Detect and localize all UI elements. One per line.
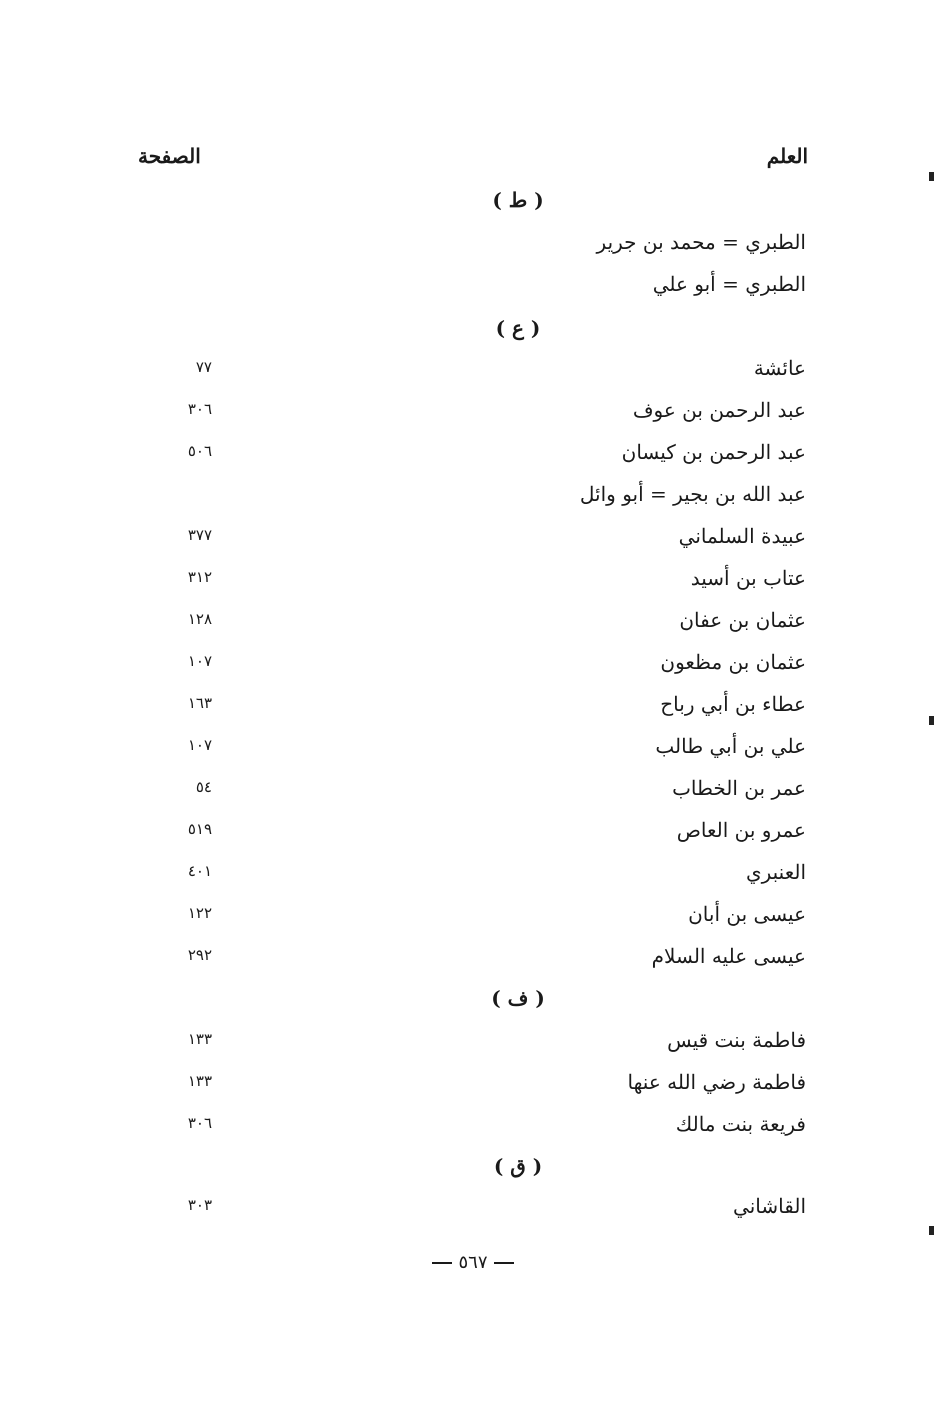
entry-name: عبد الله بن بجير = أبو وائل xyxy=(579,482,806,506)
entry-name: القاشاني xyxy=(733,1194,806,1218)
entry-page: ٧٧ xyxy=(195,358,212,376)
entry-page: ٣٠٦ xyxy=(187,1114,212,1132)
scan-edge-mark xyxy=(929,1226,934,1235)
entry-name: علي بن أبي طالب xyxy=(655,734,806,758)
index-entry xyxy=(0,860,936,890)
index-entry xyxy=(0,398,936,428)
entry-name: فاطمة رضي الله عنها xyxy=(627,1070,806,1094)
index-entry xyxy=(0,272,936,302)
entry-name: عبيدة السلماني xyxy=(678,524,806,548)
entry-page: ٥١٩ xyxy=(187,820,212,838)
index-entry xyxy=(0,230,936,260)
entry-page: ٣٧٧ xyxy=(187,526,212,544)
entry-name: عيسى عليه السلام xyxy=(651,944,806,968)
entry-page: ٥٤ xyxy=(195,778,212,796)
index-entry xyxy=(0,440,936,470)
index-entry xyxy=(0,734,936,764)
entry-name: عتاب بن أسيد xyxy=(690,566,806,590)
entry-name: فاطمة بنت قيس xyxy=(667,1028,806,1052)
page-number: ٥٦٧ xyxy=(458,1252,488,1273)
entry-name: عبد الرحمن بن كيسان xyxy=(621,440,806,464)
entry-page: ١٠٧ xyxy=(187,736,212,754)
name-column-header: العلم xyxy=(766,144,808,168)
scan-edge-mark xyxy=(929,716,934,725)
page-column-header: الصفحة xyxy=(138,144,201,168)
entry-name: فريعة بنت مالك xyxy=(675,1112,806,1136)
entry-name: عمر بن الخطاب xyxy=(672,776,806,800)
index-entry xyxy=(0,1070,936,1100)
footer-dash-right xyxy=(494,1262,514,1264)
entry-name: عيسى بن أبان xyxy=(688,902,806,926)
index-entry xyxy=(0,944,936,974)
entry-name: عمرو بن العاص xyxy=(676,818,806,842)
entry-page: ١٣٣ xyxy=(187,1072,212,1090)
entry-page: ٤٠١ xyxy=(187,862,212,880)
entry-page: ٥٠٦ xyxy=(187,442,212,460)
page-number-footer xyxy=(418,1252,528,1273)
index-entry xyxy=(0,692,936,722)
entry-name: عبد الرحمن بن عوف xyxy=(632,398,806,422)
entry-page: ٣١٢ xyxy=(187,568,212,586)
index-entry xyxy=(0,650,936,680)
entry-page: ١٠٧ xyxy=(187,652,212,670)
entry-page: ٣٠٣ xyxy=(187,1196,212,1214)
entry-name: عائشة xyxy=(753,356,806,380)
entry-page: ١٦٣ xyxy=(187,694,212,712)
entry-name: عثمان بن عفان xyxy=(679,608,806,632)
entry-page: ٢٩٢ xyxy=(187,946,212,964)
section-heading-qaf: ( ق ) xyxy=(493,1154,543,1178)
entry-page: ٣٠٦ xyxy=(187,400,212,418)
entry-name: العنبري xyxy=(745,860,806,884)
entry-name: الطبري = محمد بن جرير xyxy=(596,230,806,254)
section-heading-ain: ( ع ) xyxy=(495,316,541,340)
index-entry xyxy=(0,356,936,386)
entry-page: ١٣٣ xyxy=(187,1030,212,1048)
index-entry xyxy=(0,482,936,512)
entry-page: ١٢٢ xyxy=(187,904,212,922)
index-entry xyxy=(0,524,936,554)
section-heading-ta: ( ط ) xyxy=(492,188,544,212)
entry-name: الطبري = أبو علي xyxy=(652,272,806,296)
entry-name: عثمان بن مظعون xyxy=(660,650,806,674)
index-entry xyxy=(0,1112,936,1142)
index-entry xyxy=(0,1028,936,1058)
index-entry xyxy=(0,776,936,806)
footer-dash-left xyxy=(432,1262,452,1264)
index-entry xyxy=(0,818,936,848)
index-entry xyxy=(0,902,936,932)
index-entry xyxy=(0,1194,936,1224)
scan-edge-mark xyxy=(929,172,934,181)
entry-page: ١٢٨ xyxy=(187,610,212,628)
index-entry xyxy=(0,566,936,596)
section-heading-fa: ( ف ) xyxy=(491,986,545,1010)
index-entry xyxy=(0,608,936,638)
entry-name: عطاء بن أبي رباح xyxy=(660,692,806,716)
